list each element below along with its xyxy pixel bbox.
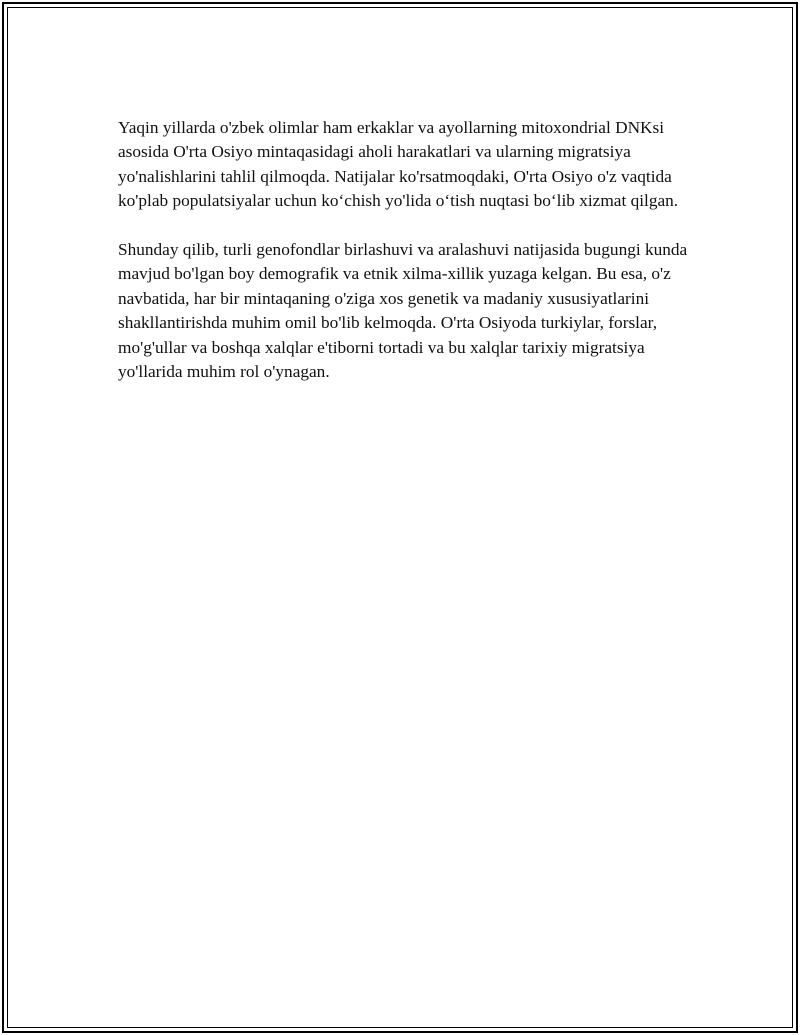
paragraph-2: Shunday qilib, turli genofondlar birlashuvi va aralashuvi natijasida bugungi kunda mavjud bo'lgan boy demografik va etnik xilma-xillik yuzaga kelgan. Bu esa, o'z navbatida, har bir mintaqaning o'ziga xos genetik va madaniy xususiyatlarini shakllantirishda muhim omil bo'lib kelmoqda. O'rta Osiyoda turkiylar, forslar, mo'g'ullar va boshqa xalqlar e'tiborni tortadi va bu xalqlar tarixiy migratsiya yo'llarida muhim rol o'ynagan. bbox=[118, 240, 688, 382]
paragraph-1: Yaqin yillarda o'zbek olimlar ham erkaklar va ayollarning mitoxondrial DNKsi asosida O'rta Osiyo mintaqasidagi aholi harakatlari va ularning migratsiya yo'nalishlarini tahlil qilmoqda. Natijalar ko'rsatmoqdaki, O'rta Osiyo o'z vaqtida ko'plab populatsiyalar uchun ko‘chish yo'lida o‘tish nuqtasi bo‘lib xizmat qilgan. bbox=[118, 118, 679, 211]
document-body bbox=[118, 116, 693, 409]
